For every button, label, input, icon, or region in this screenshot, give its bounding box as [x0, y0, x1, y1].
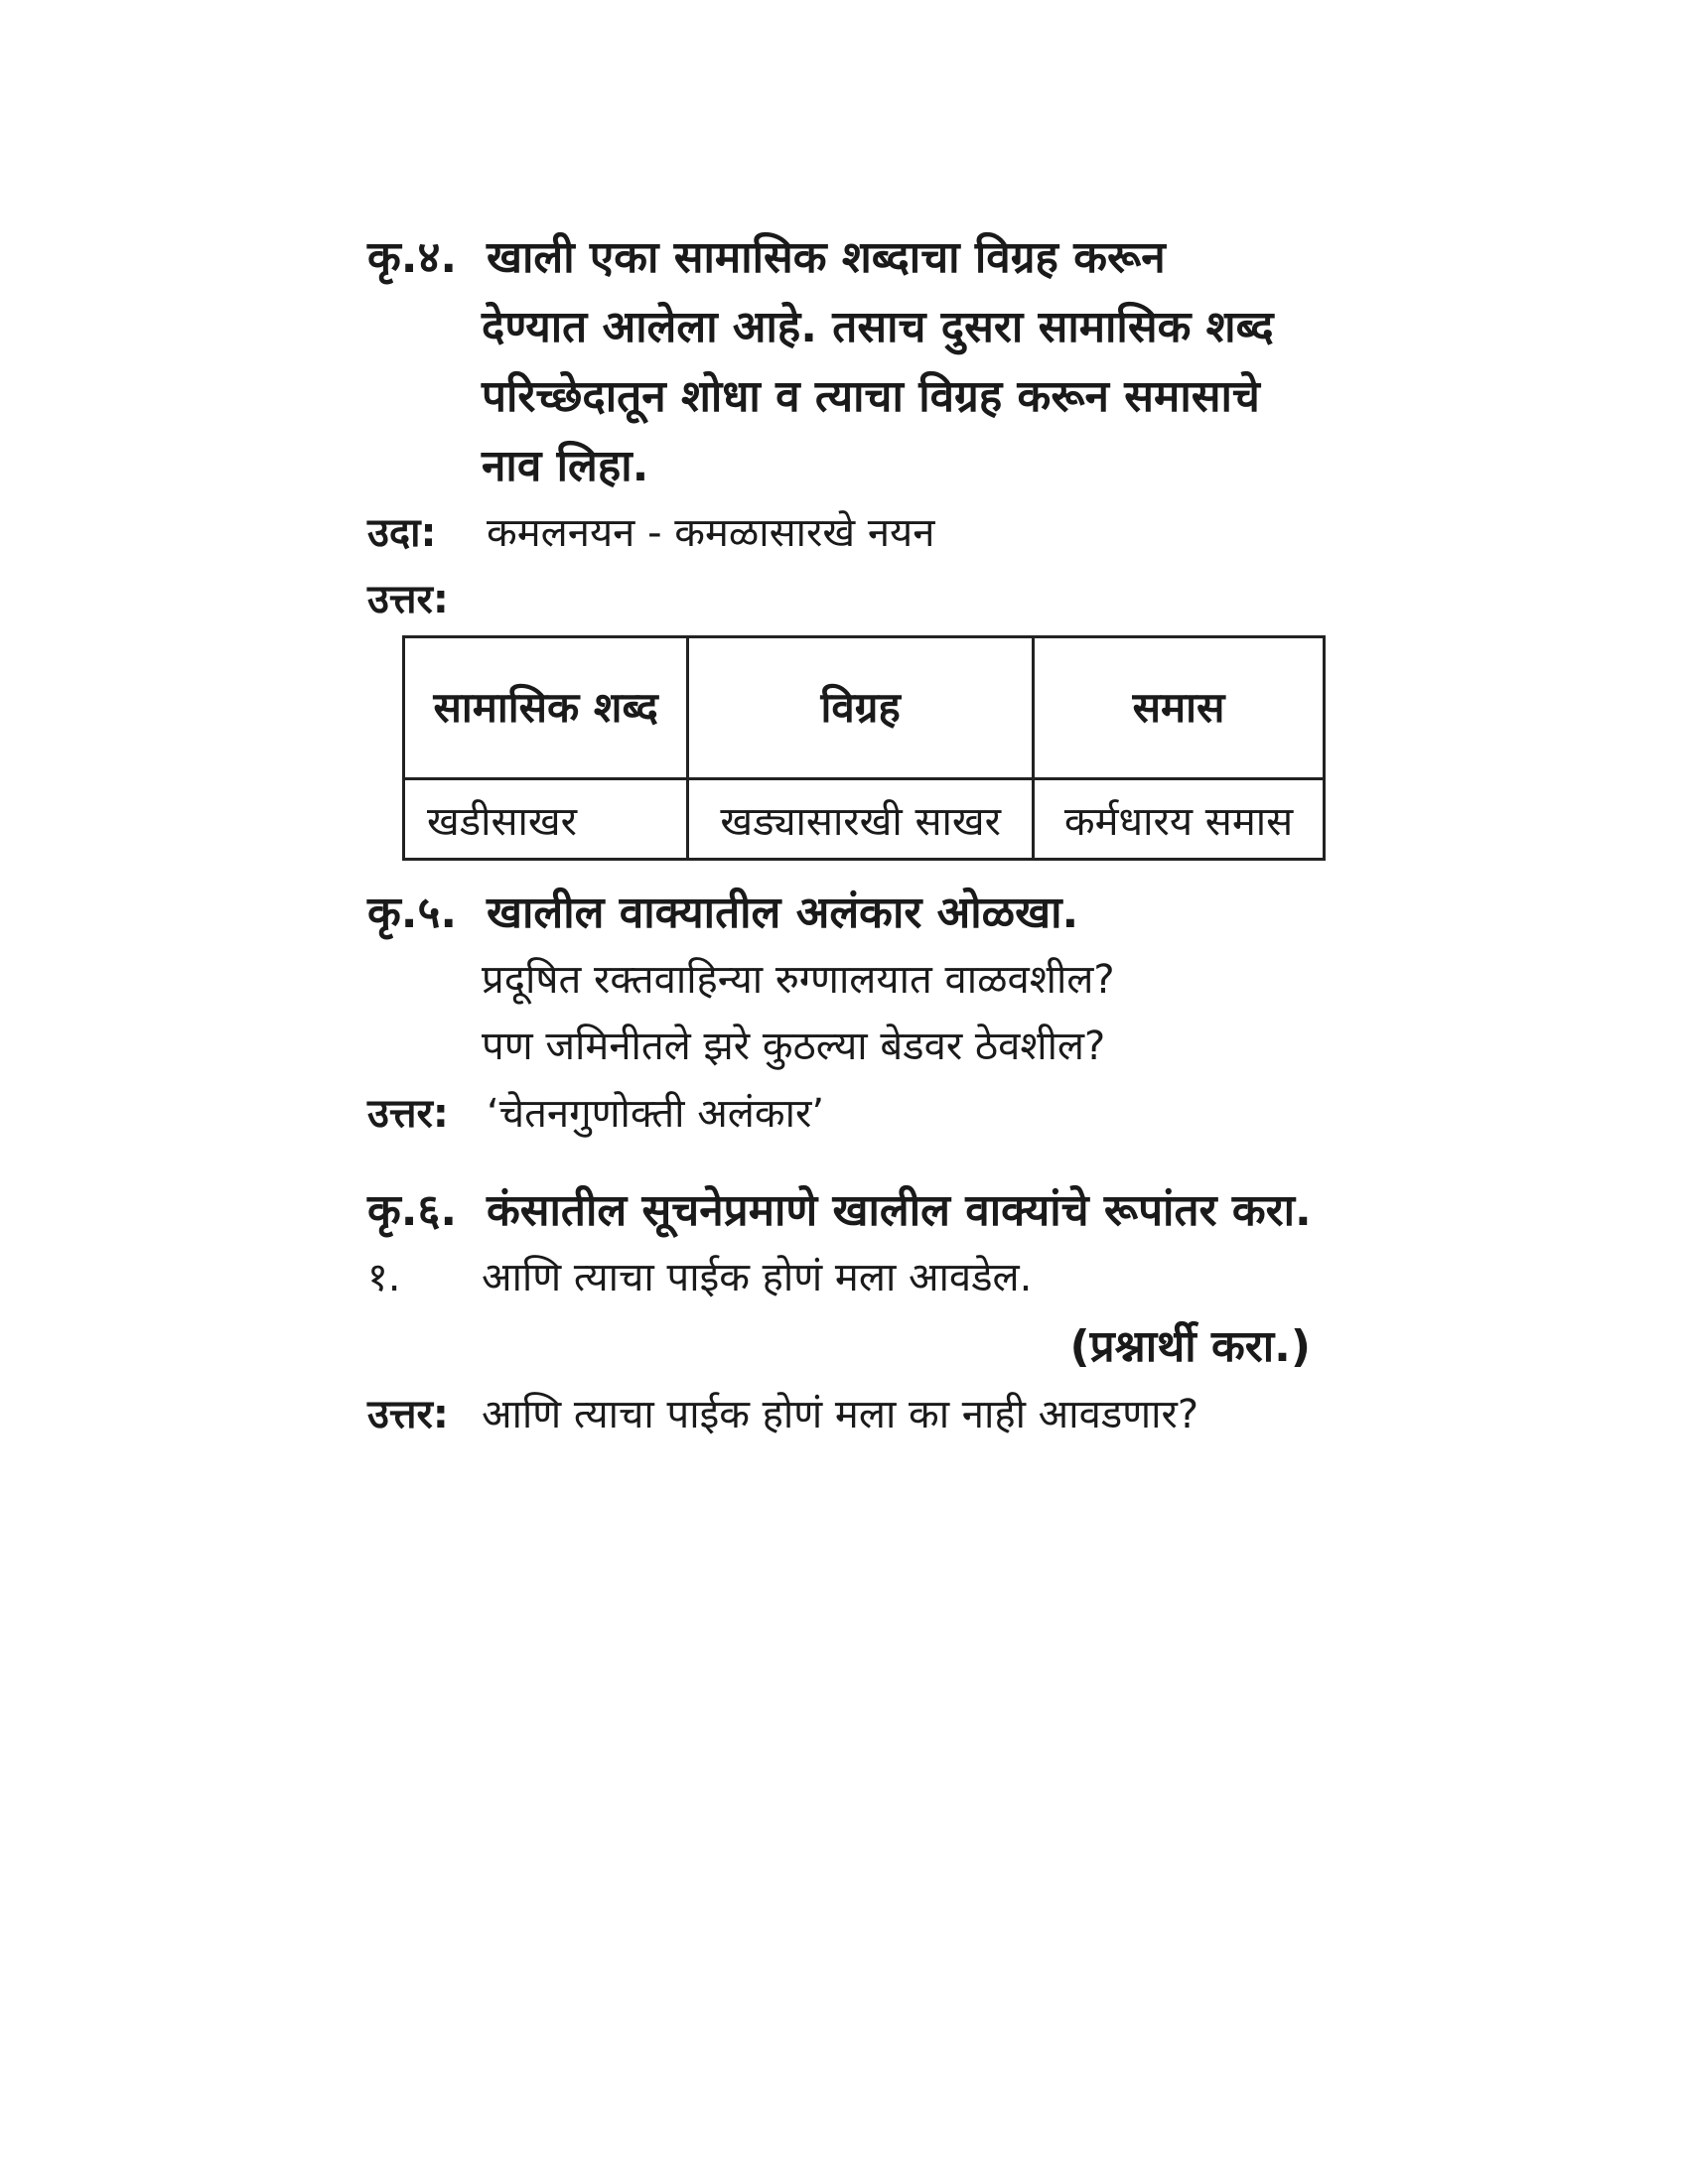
- question-6-answer-text: आणि त्याचा पाईक होणं मला का नाही आवडणार?: [482, 1392, 1199, 1437]
- question-5-answer-text: ‘चेतनगुणोक्ती अलंकार’: [487, 1091, 825, 1137]
- question-5-answer: [367, 1082, 824, 1146]
- question-4-text-1: खाली एका सामासिक शब्दाचा विग्रह करून: [487, 232, 1166, 283]
- question-5-number: कृ.५.: [367, 887, 458, 938]
- item-number: १.: [367, 1255, 401, 1300]
- question-4-line-1: [367, 223, 1166, 293]
- table-header-samasik-shabd: सामासिक शब्द: [404, 637, 688, 779]
- table-header-samas: समास: [1034, 637, 1325, 779]
- question-4-line-3: परिच्छेदातून शोधा व त्याचा विग्रह करून समासाचे: [482, 371, 1260, 422]
- question-4-number: कृ.४.: [367, 232, 458, 283]
- question-4-answer-label: उत्तर:: [367, 577, 449, 622]
- question-6-answer-label: उत्तर:: [367, 1392, 449, 1437]
- question-5-title: खालील वाक्यातील अलंकार ओळखा.: [487, 887, 1079, 938]
- question-6-title: कंसातील सूचनेप्रमाणे खालील वाक्यांचे रूपांतर करा.: [487, 1185, 1312, 1236]
- question-6-item-1: [367, 1246, 1032, 1309]
- samas-answer-table: [402, 635, 1326, 861]
- question-4-line-4: नाव लिहा.: [482, 441, 649, 491]
- question-6-number: कृ.६.: [367, 1185, 458, 1236]
- question-4-line-2: देण्यात आलेला आहे. तसाच दुसरा सामासिक शब्द: [482, 302, 1274, 352]
- item-text: आणि त्याचा पाईक होणं मला आवडेल.: [482, 1255, 1033, 1300]
- example-text: कमलनयन - कमळासारखे नयन: [487, 510, 935, 556]
- question-5-line-1: प्रदूषित रक्तवाहिन्या रुग्णालयात वाळवशील?: [482, 957, 1115, 1003]
- table-cell-word: खडीसाखर: [404, 779, 688, 860]
- question-6-title-line: [367, 1176, 1312, 1246]
- example-label: उदा:: [367, 510, 437, 556]
- question-5-line-2: पण जमिनीतले झरे कुठल्या बेडवर ठेवशील?: [482, 1024, 1106, 1069]
- question-6-answer: [367, 1383, 1198, 1446]
- table-header-row: [404, 637, 1325, 779]
- question-5-answer-label: उत्तर:: [367, 1091, 449, 1137]
- table-header-vigraha: विग्रह: [688, 637, 1034, 779]
- question-6-instruction: (प्रश्नार्थी करा.): [1069, 1321, 1311, 1372]
- question-4-example: [367, 501, 934, 565]
- question-5-title-line: [367, 879, 1078, 948]
- table-cell-vigraha: खड्यासारखी साखर: [688, 779, 1034, 860]
- table-row: [404, 779, 1325, 860]
- table-cell-samas: कर्मधारय समास: [1034, 779, 1325, 860]
